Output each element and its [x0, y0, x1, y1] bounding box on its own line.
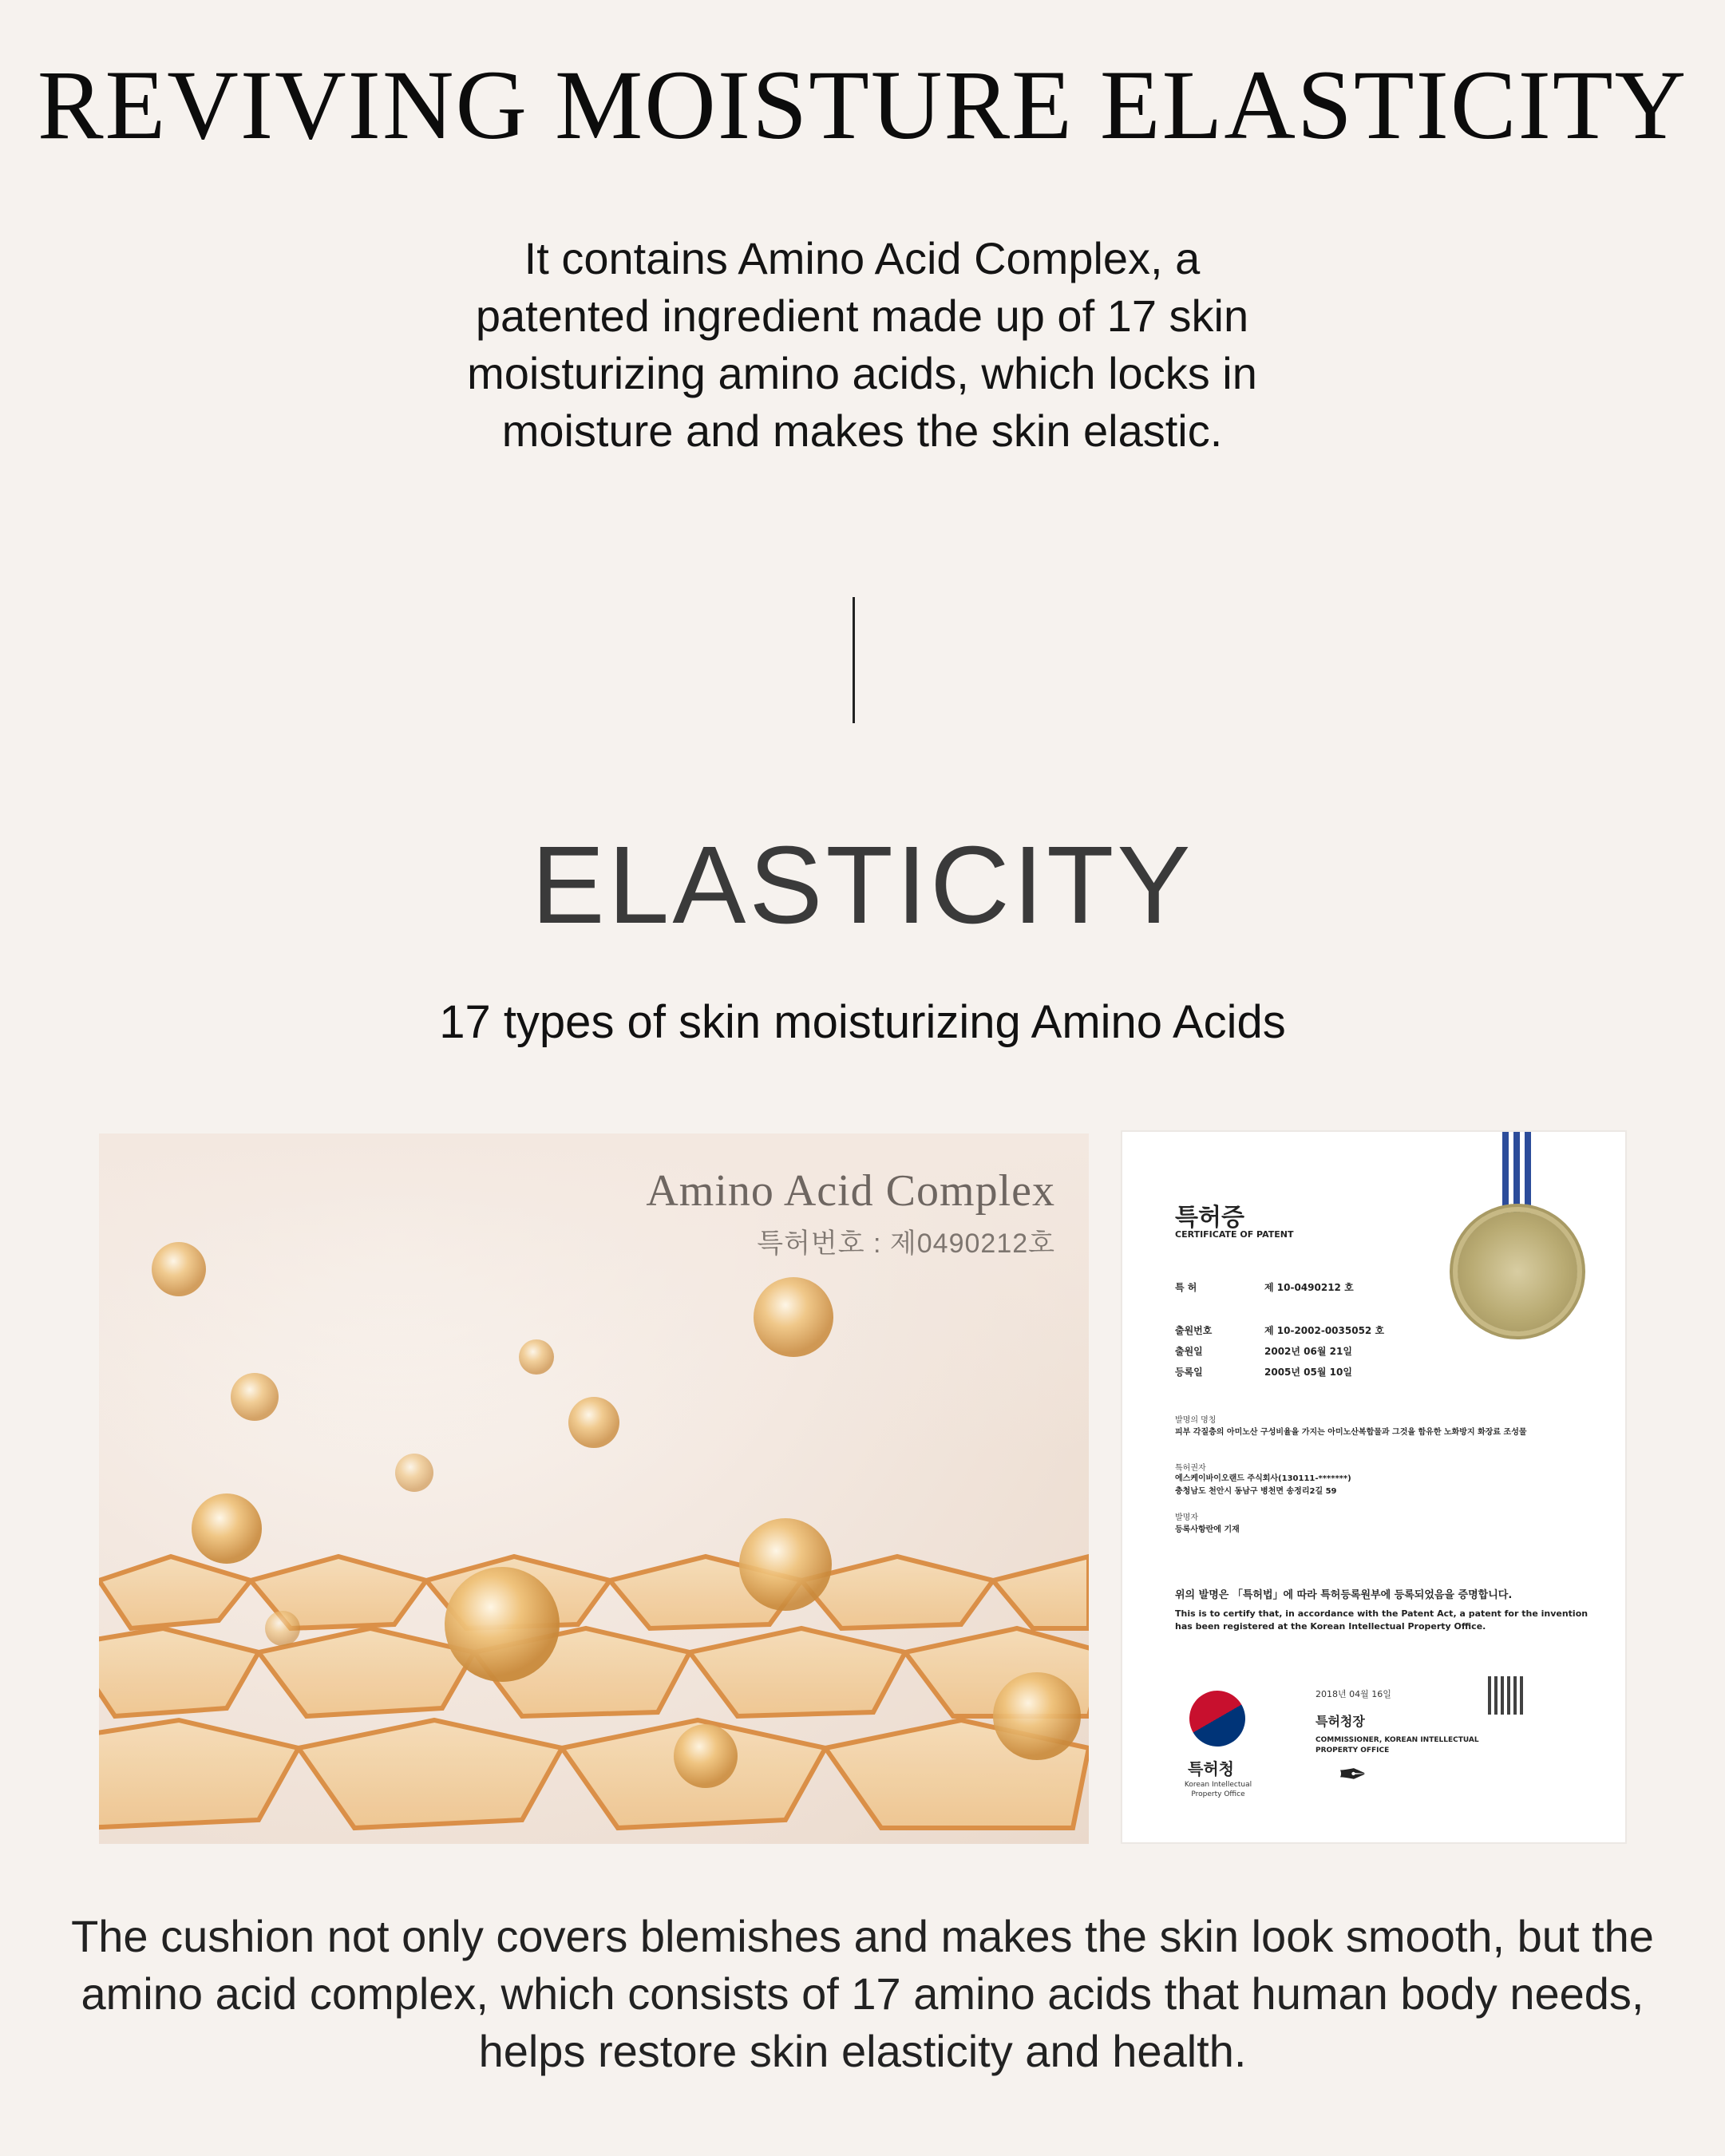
- kipo-logo-icon: [1179, 1680, 1256, 1757]
- commissioner-en: COMMISSIONER, KOREAN INTELLECTUAL PROPERTY OFFICE: [1316, 1736, 1479, 1754]
- closing-paragraph: The cushion not only covers blemishes and makes the skin look smooth, but the amino acid complex, which consists of 17 amino acids that human body needs, helps restore skin elasticity and health.: [71, 1911, 1654, 2076]
- kipo-logo-sub: Korean Intellectual Property Office: [1184, 1781, 1252, 1798]
- section-subtitle: 17 types of skin moisturizing Amino Acids: [439, 996, 1286, 1048]
- certificate-title-en: CERTIFICATE OF PATENT: [1175, 1229, 1294, 1240]
- photo-title: Amino Acid Complex: [646, 1166, 1055, 1216]
- patentee-label: 특허권자: [1175, 1464, 1206, 1473]
- vertical-divider: [853, 597, 855, 723]
- registration-date-value: 2005년 05월 10일: [1264, 1367, 1352, 1378]
- patentee-name: 에스케이바이오랜드 주식회사(130111-*******): [1175, 1474, 1351, 1483]
- application-value: 제 10-2002-0035052 호: [1264, 1325, 1385, 1336]
- registration-date-label: 등록일: [1175, 1367, 1203, 1378]
- inventor-label: 발명자: [1175, 1513, 1198, 1522]
- statement-en: This is to certify that, in accordance with the Patent Act, a patent for the invention has been registered at the Korean Intellectual Property Office.: [1175, 1608, 1589, 1632]
- inventor-value: 등록사항란에 기재: [1175, 1525, 1240, 1534]
- statement-ko: 위의 발명은 「특허법」에 따라 특허등록원부에 등록되었음을 증명합니다.: [1175, 1589, 1513, 1601]
- page-headline: REVIVING MOISTURE ELASTICITY: [37, 50, 1688, 160]
- commissioner-ko: 특허청장: [1316, 1714, 1365, 1729]
- gold-seal-icon: [1458, 1212, 1577, 1331]
- filing-date-label: 출원일: [1175, 1346, 1203, 1357]
- invention-title: 피부 각질층의 아미노산 구성비율을 가지는 아미노산복합물과 그것을 함유한 노화방지 화장료 조성물: [1175, 1428, 1527, 1437]
- section-title: ELASTICITY: [531, 824, 1194, 947]
- issue-date: 2018년 04월 16일: [1316, 1689, 1391, 1699]
- signature-icon: ✒: [1338, 1754, 1367, 1795]
- invention-label: 발명의 명칭: [1175, 1416, 1217, 1425]
- amino-acid-complex-image: [99, 1133, 1089, 1844]
- patentee-address: 충청남도 천안시 동남구 병천면 송정리2길 59: [1175, 1487, 1337, 1496]
- kipo-logo-text: 특허청: [1188, 1759, 1234, 1778]
- patent-number: 특허번호 : 제0490212호: [757, 1228, 1055, 1259]
- patent-value: 제 10-0490212 호: [1264, 1282, 1354, 1293]
- filing-date-value: 2002년 06월 21일: [1264, 1346, 1352, 1357]
- application-label: 출원번호: [1175, 1325, 1213, 1336]
- patent-label: 특 허: [1175, 1282, 1197, 1293]
- patent-certificate: [1122, 1132, 1625, 1842]
- qr-code-icon: [1488, 1676, 1526, 1715]
- certificate-title: 특허증: [1175, 1204, 1244, 1232]
- intro-paragraph: It contains Amino Acid Complex, a patented ingredient made up of 17 skin moisturizing amino acids, which locks in moisture and makes the skin elastic.: [467, 233, 1257, 456]
